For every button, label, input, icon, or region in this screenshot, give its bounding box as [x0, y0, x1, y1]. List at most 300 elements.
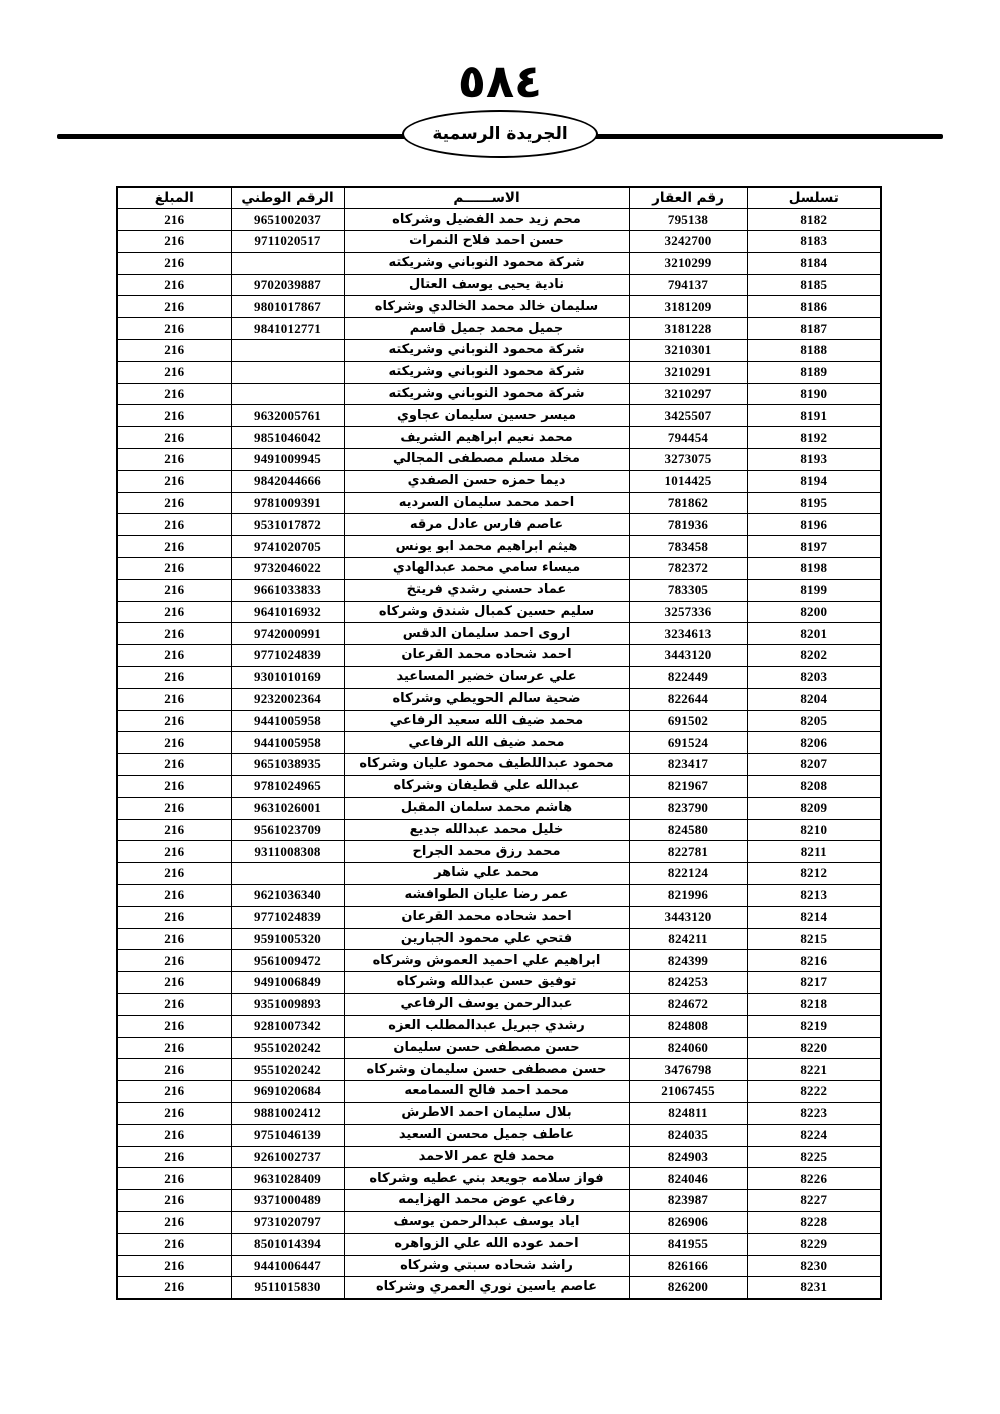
name-cell: خليل محمد عبدالله جديع — [344, 819, 629, 841]
property-no-cell: 3443120 — [629, 906, 747, 928]
name-cell: سليمان خالد محمد الخالدي وشركاه — [344, 296, 629, 318]
national-no-cell: 9591005320 — [231, 928, 344, 950]
table-row — [117, 1168, 881, 1190]
national-no-cell: 9551020242 — [231, 1037, 344, 1059]
header-row — [117, 187, 881, 209]
national-no-cell: 9781009391 — [231, 492, 344, 514]
serial-cell: 8183 — [747, 231, 881, 253]
property-no-cell: 824903 — [629, 1146, 747, 1168]
national-no-cell: 9631026001 — [231, 797, 344, 819]
header-serial: تسلسل — [747, 187, 881, 209]
property-no-cell: 781862 — [629, 492, 747, 514]
name-cell: هاشم محمد سلمان المقبل — [344, 797, 629, 819]
serial-cell: 8222 — [747, 1081, 881, 1103]
serial-cell: 8194 — [747, 470, 881, 492]
property-no-cell: 822644 — [629, 688, 747, 710]
amount-cell: 216 — [117, 601, 231, 623]
property-no-cell: 824811 — [629, 1102, 747, 1124]
national-no-cell: 9491009945 — [231, 449, 344, 471]
serial-cell: 8188 — [747, 340, 881, 362]
national-no-cell: 9371000489 — [231, 1190, 344, 1212]
national-no-cell: 9842044666 — [231, 470, 344, 492]
property-no-cell: 783458 — [629, 536, 747, 558]
serial-cell: 8202 — [747, 645, 881, 667]
name-cell: محمد ضيف الله الرفاعي — [344, 732, 629, 754]
national-no-cell: 9351009893 — [231, 993, 344, 1015]
national-no-cell: 8501014394 — [231, 1233, 344, 1255]
serial-cell: 8218 — [747, 993, 881, 1015]
name-cell: شركة محمود النوباني وشريكته — [344, 340, 629, 362]
amount-cell: 216 — [117, 819, 231, 841]
name-cell: محمد احمد فالح السمامعه — [344, 1081, 629, 1103]
national-no-cell: 9702039887 — [231, 274, 344, 296]
national-no-cell: 9771024839 — [231, 906, 344, 928]
amount-cell: 216 — [117, 427, 231, 449]
property-no-cell: 826166 — [629, 1255, 747, 1277]
table-row — [117, 906, 881, 928]
amount-cell: 216 — [117, 1059, 231, 1081]
serial-cell: 8228 — [747, 1211, 881, 1233]
national-no-cell — [231, 383, 344, 405]
serial-cell: 8216 — [747, 950, 881, 972]
name-cell: عاطف جميل محسن السعيد — [344, 1124, 629, 1146]
property-no-cell: 794454 — [629, 427, 747, 449]
national-no-cell: 9691020684 — [231, 1081, 344, 1103]
serial-cell: 8226 — [747, 1168, 881, 1190]
amount-cell: 216 — [117, 1146, 231, 1168]
national-no-cell: 9561023709 — [231, 819, 344, 841]
table-row — [117, 776, 881, 798]
name-cell: محمود عبداللطيف محمود عليان وشركاه — [344, 754, 629, 776]
serial-cell: 8220 — [747, 1037, 881, 1059]
property-no-cell: 3181228 — [629, 318, 747, 340]
serial-cell: 8186 — [747, 296, 881, 318]
serial-cell: 8217 — [747, 972, 881, 994]
name-cell: ابراهيم علي احميد العموش وشركاه — [344, 950, 629, 972]
national-no-cell — [231, 863, 344, 885]
property-no-cell: 1014425 — [629, 470, 747, 492]
national-no-cell: 9301010169 — [231, 667, 344, 689]
amount-cell: 216 — [117, 405, 231, 427]
serial-cell: 8227 — [747, 1190, 881, 1212]
serial-cell: 8187 — [747, 318, 881, 340]
table-row — [117, 318, 881, 340]
name-cell: عاصم فارس عادل مرقه — [344, 514, 629, 536]
amount-cell: 216 — [117, 928, 231, 950]
serial-cell: 8196 — [747, 514, 881, 536]
property-no-cell: 824060 — [629, 1037, 747, 1059]
table-row — [117, 645, 881, 667]
amount-cell: 216 — [117, 318, 231, 340]
national-no-cell: 9632005761 — [231, 405, 344, 427]
serial-cell: 8207 — [747, 754, 881, 776]
table-body — [117, 209, 881, 1299]
amount-cell: 216 — [117, 536, 231, 558]
property-no-cell: 3210297 — [629, 383, 747, 405]
table-row — [117, 928, 881, 950]
national-no-cell: 9441006447 — [231, 1255, 344, 1277]
property-no-cell: 824046 — [629, 1168, 747, 1190]
property-no-cell: 823417 — [629, 754, 747, 776]
national-no-cell — [231, 252, 344, 274]
name-cell: عماد حسني رشدي فريتخ — [344, 579, 629, 601]
name-cell: احمد شحاده محمد القرعان — [344, 906, 629, 928]
amount-cell: 216 — [117, 492, 231, 514]
property-no-cell: 821996 — [629, 885, 747, 907]
amount-cell: 216 — [117, 1168, 231, 1190]
property-no-cell: 826200 — [629, 1277, 747, 1299]
table-row — [117, 841, 881, 863]
national-no-cell: 9232002364 — [231, 688, 344, 710]
name-cell: احمد عوده الله علي الزواهره — [344, 1233, 629, 1255]
property-no-cell: 822449 — [629, 667, 747, 689]
table-row — [117, 688, 881, 710]
national-no-cell: 9741020705 — [231, 536, 344, 558]
table-row — [117, 1015, 881, 1037]
property-no-cell: 3242700 — [629, 231, 747, 253]
records-table — [116, 186, 882, 1300]
amount-cell: 216 — [117, 667, 231, 689]
property-no-cell: 3210299 — [629, 252, 747, 274]
name-cell: عبدالرحمن يوسف الرفاعي — [344, 993, 629, 1015]
table-row — [117, 1081, 881, 1103]
serial-cell: 8200 — [747, 601, 881, 623]
serial-cell: 8213 — [747, 885, 881, 907]
property-no-cell: 794137 — [629, 274, 747, 296]
table-row — [117, 754, 881, 776]
amount-cell: 216 — [117, 252, 231, 274]
amount-cell: 216 — [117, 1233, 231, 1255]
property-no-cell: 795138 — [629, 209, 747, 231]
national-no-cell: 9441005958 — [231, 710, 344, 732]
amount-cell: 216 — [117, 1124, 231, 1146]
amount-cell: 216 — [117, 885, 231, 907]
table-row — [117, 274, 881, 296]
header-property-no: رقم العقار — [629, 187, 747, 209]
national-no-cell: 9621036340 — [231, 885, 344, 907]
name-cell: شركة محمود النوباني وشريكته — [344, 252, 629, 274]
serial-cell: 8209 — [747, 797, 881, 819]
amount-cell: 216 — [117, 645, 231, 667]
national-no-cell: 9771024839 — [231, 645, 344, 667]
national-no-cell — [231, 340, 344, 362]
property-no-cell: 822124 — [629, 863, 747, 885]
gazette-title: الجريدة الرسمية — [432, 124, 568, 144]
national-no-cell: 9491006849 — [231, 972, 344, 994]
property-no-cell: 691524 — [629, 732, 747, 754]
property-no-cell: 821967 — [629, 776, 747, 798]
property-no-cell: 824399 — [629, 950, 747, 972]
serial-cell: 8230 — [747, 1255, 881, 1277]
national-no-cell: 9742000991 — [231, 623, 344, 645]
table-row — [117, 797, 881, 819]
name-cell: عبدالله علي قطيفان وشركاه — [344, 776, 629, 798]
table-row — [117, 492, 881, 514]
header-national-no: الرقم الوطني — [231, 187, 344, 209]
national-no-cell: 9281007342 — [231, 1015, 344, 1037]
national-no-cell: 9261002737 — [231, 1146, 344, 1168]
national-no-cell: 9732046022 — [231, 558, 344, 580]
serial-cell: 8189 — [747, 361, 881, 383]
amount-cell: 216 — [117, 1102, 231, 1124]
serial-cell: 8192 — [747, 427, 881, 449]
serial-cell: 8201 — [747, 623, 881, 645]
national-no-cell: 9751046139 — [231, 1124, 344, 1146]
serial-cell: 8215 — [747, 928, 881, 950]
name-cell: محمد نعيم ابراهيم الشريف — [344, 427, 629, 449]
name-cell: احمد محمد سليمان السرديه — [344, 492, 629, 514]
name-cell: توفيق حسن عبدالله وشركاه — [344, 972, 629, 994]
amount-cell: 216 — [117, 340, 231, 362]
amount-cell: 216 — [117, 449, 231, 471]
serial-cell: 8190 — [747, 383, 881, 405]
national-no-cell: 9851046042 — [231, 427, 344, 449]
property-no-cell: 3210291 — [629, 361, 747, 383]
table-row — [117, 1190, 881, 1212]
amount-cell: 216 — [117, 841, 231, 863]
name-cell: بلال سليمان احمد الاطرش — [344, 1102, 629, 1124]
amount-cell: 216 — [117, 950, 231, 972]
serial-cell: 8193 — [747, 449, 881, 471]
table-row — [117, 536, 881, 558]
amount-cell: 216 — [117, 558, 231, 580]
serial-cell: 8231 — [747, 1277, 881, 1299]
national-no-cell: 9641016932 — [231, 601, 344, 623]
name-cell: جميل محمد جميل قاسم — [344, 318, 629, 340]
name-cell: شركة محمود النوباني وشريكته — [344, 383, 629, 405]
name-cell: رشدي جبريل عبدالمطلب العزه — [344, 1015, 629, 1037]
property-no-cell: 824253 — [629, 972, 747, 994]
property-no-cell: 841955 — [629, 1233, 747, 1255]
records-table-wrap — [116, 186, 882, 1300]
serial-cell: 8211 — [747, 841, 881, 863]
property-no-cell: 3476798 — [629, 1059, 747, 1081]
name-cell: رفاعي عوض محمد الهزايمه — [344, 1190, 629, 1212]
serial-cell: 8206 — [747, 732, 881, 754]
national-no-cell: 9511015830 — [231, 1277, 344, 1299]
name-cell: حسن مصطفى حسن سليمان — [344, 1037, 629, 1059]
national-no-cell: 9651038935 — [231, 754, 344, 776]
amount-cell: 216 — [117, 514, 231, 536]
serial-cell: 8203 — [747, 667, 881, 689]
name-cell: محمد رزق محمد الجراح — [344, 841, 629, 863]
table-row — [117, 405, 881, 427]
national-no-cell: 9881002412 — [231, 1102, 344, 1124]
table-header — [117, 187, 881, 209]
table-row — [117, 1102, 881, 1124]
table-row — [117, 1124, 881, 1146]
table-row — [117, 427, 881, 449]
national-no-cell: 9711020517 — [231, 231, 344, 253]
table-row — [117, 449, 881, 471]
name-cell: حسن احمد فلاح النمرات — [344, 231, 629, 253]
table-row — [117, 1059, 881, 1081]
serial-cell: 8229 — [747, 1233, 881, 1255]
table-row — [117, 209, 881, 231]
name-cell: محمد فلح عمر الاحمد — [344, 1146, 629, 1168]
name-cell: علي عرسان خضير المساعيد — [344, 667, 629, 689]
property-no-cell: 21067455 — [629, 1081, 747, 1103]
national-no-cell: 9531017872 — [231, 514, 344, 536]
property-no-cell: 822781 — [629, 841, 747, 863]
property-no-cell: 823987 — [629, 1190, 747, 1212]
serial-cell: 8212 — [747, 863, 881, 885]
national-no-cell: 9781024965 — [231, 776, 344, 798]
name-cell: ديما حمزه حسن الصفدي — [344, 470, 629, 492]
table-row — [117, 252, 881, 274]
property-no-cell: 3257336 — [629, 601, 747, 623]
serial-cell: 8219 — [747, 1015, 881, 1037]
national-no-cell — [231, 361, 344, 383]
property-no-cell: 3273075 — [629, 449, 747, 471]
name-cell: عاصم ياسين نوري العمري وشركاه — [344, 1277, 629, 1299]
amount-cell: 216 — [117, 1190, 231, 1212]
serial-cell: 8223 — [747, 1102, 881, 1124]
serial-cell: 8184 — [747, 252, 881, 274]
serial-cell: 8195 — [747, 492, 881, 514]
header-amount: المبلغ — [117, 187, 231, 209]
amount-cell: 216 — [117, 906, 231, 928]
name-cell: فتحي علي محمود الجبارين — [344, 928, 629, 950]
amount-cell: 216 — [117, 296, 231, 318]
serial-cell: 8204 — [747, 688, 881, 710]
amount-cell: 216 — [117, 710, 231, 732]
serial-cell: 8185 — [747, 274, 881, 296]
property-no-cell: 824808 — [629, 1015, 747, 1037]
amount-cell: 216 — [117, 231, 231, 253]
serial-cell: 8205 — [747, 710, 881, 732]
serial-cell: 8191 — [747, 405, 881, 427]
page-number: ٥٨٤ — [457, 54, 543, 108]
name-cell: شركة محمود النوباني وشريكته — [344, 361, 629, 383]
amount-cell: 216 — [117, 623, 231, 645]
amount-cell: 216 — [117, 1211, 231, 1233]
table-row — [117, 558, 881, 580]
table-row — [117, 667, 881, 689]
serial-cell: 8197 — [747, 536, 881, 558]
serial-cell: 8199 — [747, 579, 881, 601]
gazette-title-oval — [402, 110, 598, 158]
name-cell: سليم حسين كمبال شندق وشركاه — [344, 601, 629, 623]
name-cell: احمد شحاده محمد القرعان — [344, 645, 629, 667]
property-no-cell: 691502 — [629, 710, 747, 732]
table-row — [117, 601, 881, 623]
amount-cell: 216 — [117, 1081, 231, 1103]
amount-cell: 216 — [117, 383, 231, 405]
name-cell: اياد يوسف عبدالرحمن يوسف — [344, 1211, 629, 1233]
table-row — [117, 296, 881, 318]
table-row — [117, 863, 881, 885]
header-name: الاســــــم — [344, 187, 629, 209]
amount-cell: 216 — [117, 863, 231, 885]
property-no-cell: 781936 — [629, 514, 747, 536]
table-row — [117, 340, 881, 362]
property-no-cell: 824580 — [629, 819, 747, 841]
amount-cell: 216 — [117, 470, 231, 492]
property-no-cell: 824672 — [629, 993, 747, 1015]
amount-cell: 216 — [117, 209, 231, 231]
table-row — [117, 1037, 881, 1059]
table-row — [117, 1255, 881, 1277]
property-no-cell: 824035 — [629, 1124, 747, 1146]
table-row — [117, 470, 881, 492]
table-row — [117, 579, 881, 601]
name-cell: مخلد مسلم مصطفى المجالي — [344, 449, 629, 471]
table-row — [117, 1277, 881, 1299]
national-no-cell: 9841012771 — [231, 318, 344, 340]
table-row — [117, 732, 881, 754]
national-no-cell: 9631028409 — [231, 1168, 344, 1190]
serial-cell: 8214 — [747, 906, 881, 928]
gazette-banner — [0, 110, 1000, 162]
amount-cell: 216 — [117, 274, 231, 296]
amount-cell: 216 — [117, 1277, 231, 1299]
table-row — [117, 383, 881, 405]
property-no-cell: 3425507 — [629, 405, 747, 427]
property-no-cell: 3443120 — [629, 645, 747, 667]
name-cell: محمد علي شاهر — [344, 863, 629, 885]
serial-cell: 8224 — [747, 1124, 881, 1146]
table-row — [117, 1233, 881, 1255]
name-cell: محم زيد حمد الفضيل وشركاه — [344, 209, 629, 231]
table-row — [117, 950, 881, 972]
table-row — [117, 1211, 881, 1233]
name-cell: فواز سلامه جويعد بني عطيه وشركاه — [344, 1168, 629, 1190]
name-cell: عمر رضا عليان الطوافشه — [344, 885, 629, 907]
amount-cell: 216 — [117, 776, 231, 798]
serial-cell: 8208 — [747, 776, 881, 798]
property-no-cell: 824211 — [629, 928, 747, 950]
national-no-cell: 9311008308 — [231, 841, 344, 863]
amount-cell: 216 — [117, 1037, 231, 1059]
amount-cell: 216 — [117, 688, 231, 710]
serial-cell: 8210 — [747, 819, 881, 841]
national-no-cell: 9551020242 — [231, 1059, 344, 1081]
table-row — [117, 514, 881, 536]
name-cell: ميساء سامي محمد عبدالهادي — [344, 558, 629, 580]
property-no-cell: 783305 — [629, 579, 747, 601]
amount-cell: 216 — [117, 754, 231, 776]
property-no-cell: 3181209 — [629, 296, 747, 318]
serial-cell: 8198 — [747, 558, 881, 580]
table-row — [117, 885, 881, 907]
amount-cell: 216 — [117, 797, 231, 819]
amount-cell: 216 — [117, 972, 231, 994]
name-cell: راشد شحاده سبتي وشركاه — [344, 1255, 629, 1277]
amount-cell: 216 — [117, 1255, 231, 1277]
table-row — [117, 231, 881, 253]
name-cell: ميسر حسين سليمان عجاوي — [344, 405, 629, 427]
name-cell: حسن مصطفى حسن سليمان وشركاه — [344, 1059, 629, 1081]
name-cell: محمد ضيف الله سعيد الرفاعي — [344, 710, 629, 732]
name-cell: اروى احمد سليمان الدقس — [344, 623, 629, 645]
serial-cell: 8225 — [747, 1146, 881, 1168]
national-no-cell: 9801017867 — [231, 296, 344, 318]
national-no-cell: 9731020797 — [231, 1211, 344, 1233]
amount-cell: 216 — [117, 993, 231, 1015]
serial-cell: 8221 — [747, 1059, 881, 1081]
amount-cell: 216 — [117, 579, 231, 601]
property-no-cell: 782372 — [629, 558, 747, 580]
amount-cell: 216 — [117, 361, 231, 383]
serial-cell: 8182 — [747, 209, 881, 231]
table-row — [117, 972, 881, 994]
national-no-cell: 9661033833 — [231, 579, 344, 601]
national-no-cell: 9561009472 — [231, 950, 344, 972]
property-no-cell: 3234613 — [629, 623, 747, 645]
name-cell: هيثم ابراهيم محمد ابو يونس — [344, 536, 629, 558]
table-row — [117, 623, 881, 645]
